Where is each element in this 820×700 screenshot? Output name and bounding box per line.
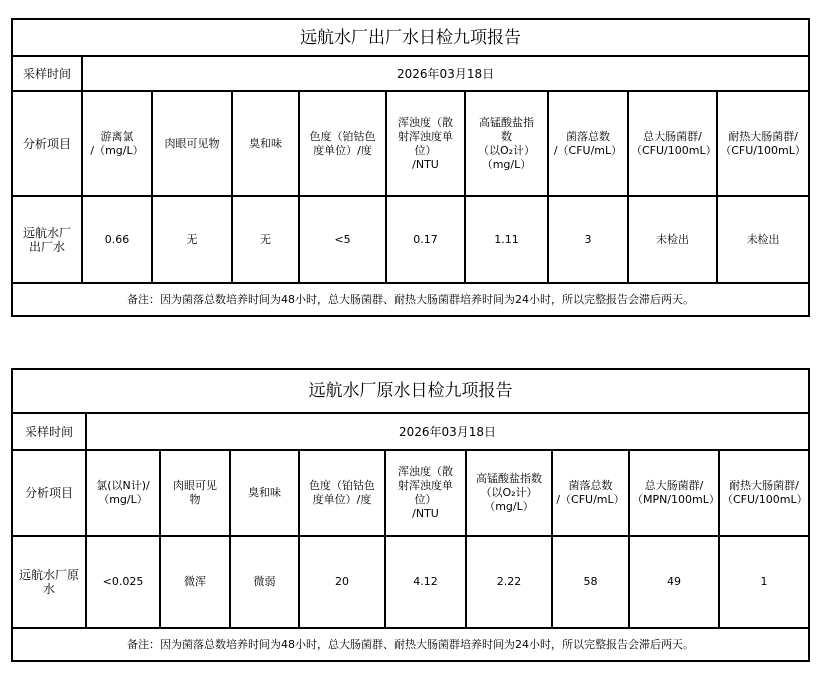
analysis-item-label: 分析项目 bbox=[12, 91, 82, 196]
value-cell: 4.12 bbox=[385, 536, 466, 628]
column-header bbox=[548, 91, 628, 196]
header-line: 位） bbox=[414, 143, 437, 157]
footnote: 备注：因为菌落总数培养时间为48小时，总大肠菌群、耐热大肠菌群培养时间为24小时，所以完整报告会滞后两天。 bbox=[12, 628, 809, 661]
column-header bbox=[719, 450, 809, 536]
header-line: 高锰酸盐指 bbox=[479, 115, 534, 129]
value-cell: <0.025 bbox=[86, 536, 160, 628]
sample-name bbox=[12, 196, 82, 283]
value-cell: 0.17 bbox=[386, 196, 465, 283]
value-cell: 1 bbox=[719, 536, 809, 628]
header-line: 射浑浊度单 bbox=[398, 129, 453, 143]
header-line: 氯(以N计)/ bbox=[96, 479, 150, 492]
value-cell: 20 bbox=[299, 536, 385, 628]
header-line: 物 bbox=[189, 493, 201, 506]
column-header bbox=[466, 450, 552, 536]
sample-name bbox=[12, 536, 86, 628]
header-row bbox=[12, 91, 809, 196]
report-title: 远航水厂出厂水日检九项报告 bbox=[12, 19, 809, 56]
value-cell: 微弱 bbox=[230, 536, 299, 628]
value-cell: 0.66 bbox=[82, 196, 152, 283]
sample-name-line: 远航水厂 bbox=[22, 225, 71, 240]
column-header bbox=[552, 450, 629, 536]
report-title: 远航水厂原水日检九项报告 bbox=[12, 369, 809, 413]
header-line: 游离氯 bbox=[100, 129, 134, 143]
raw-water-report-table bbox=[11, 368, 810, 662]
column-header bbox=[82, 91, 152, 196]
header-line: 数 bbox=[501, 129, 512, 143]
sample-name-line: 出厂水 bbox=[28, 239, 65, 254]
header-line: 肉眼可见 bbox=[173, 479, 217, 492]
header-line: 耐热大肠菌群/ bbox=[729, 479, 799, 492]
value-cell: 2.22 bbox=[466, 536, 552, 628]
value-cell: 无 bbox=[152, 196, 232, 283]
footnote: 备注：因为菌落总数培养时间为48小时，总大肠菌群、耐热大肠菌群培养时间为24小时，所以完整报告会滞后两天。 bbox=[12, 283, 809, 316]
header-line: 臭和味 bbox=[249, 136, 282, 150]
header-line: 臭和味 bbox=[248, 486, 281, 499]
header-line: （mg/L） bbox=[98, 493, 148, 506]
header-line: 浑浊度（散 bbox=[398, 465, 453, 478]
header-line: 色度（铂钴色 bbox=[309, 479, 375, 492]
header-line: （CFU/100mL） bbox=[720, 143, 806, 157]
header-line: 耐热大肠菌群/ bbox=[728, 129, 798, 143]
table-row bbox=[12, 196, 809, 283]
sampling-time-label: 采样时间 bbox=[12, 413, 86, 450]
header-line: 射浑浊度单 bbox=[398, 479, 453, 492]
value-cell: <5 bbox=[299, 196, 386, 283]
column-header bbox=[385, 450, 466, 536]
header-line: （以O₂计） bbox=[477, 143, 536, 157]
header-line: 菌落总数 bbox=[566, 129, 610, 143]
header-line: /（mg/L） bbox=[90, 143, 144, 157]
sampling-date: 2026年03月18日 bbox=[86, 413, 809, 450]
header-line: 色度（铂钴色 bbox=[309, 129, 376, 143]
value-cell: 微浑 bbox=[160, 536, 230, 628]
header-line: /NTU bbox=[412, 157, 439, 171]
value-cell: 未检出 bbox=[628, 196, 717, 283]
header-line: 高锰酸盐指数 bbox=[476, 472, 542, 485]
header-line: （CFU/100mL） bbox=[722, 493, 808, 506]
value-cell: 49 bbox=[629, 536, 719, 628]
header-line: 肉眼可见物 bbox=[164, 136, 220, 150]
sample-name-line: 远航水厂原 bbox=[18, 568, 79, 582]
column-header bbox=[717, 91, 809, 196]
column-header bbox=[160, 450, 230, 536]
header-line: 度单位）/度 bbox=[313, 143, 372, 157]
column-header bbox=[629, 450, 719, 536]
column-header bbox=[628, 91, 717, 196]
finished-water-report-table bbox=[11, 18, 810, 317]
header-line: 位） bbox=[414, 493, 437, 506]
header-line: 总大肠菌群/ bbox=[644, 479, 704, 492]
column-header bbox=[299, 91, 386, 196]
column-header bbox=[86, 450, 160, 536]
header-line: 菌落总数 bbox=[568, 479, 613, 492]
header-line: 总大肠菌群/ bbox=[643, 129, 702, 143]
value-cell: 1.11 bbox=[465, 196, 548, 283]
column-header bbox=[230, 450, 299, 536]
column-header bbox=[465, 91, 548, 196]
header-line: （以O₂计） bbox=[480, 486, 538, 499]
header-line: /（CFU/mL） bbox=[553, 143, 623, 157]
header-line: /NTU bbox=[412, 507, 439, 520]
value-cell: 未检出 bbox=[717, 196, 809, 283]
value-cell: 3 bbox=[548, 196, 628, 283]
column-header bbox=[232, 91, 299, 196]
column-header bbox=[386, 91, 465, 196]
column-header bbox=[299, 450, 385, 536]
header-line: （mg/L） bbox=[481, 157, 532, 171]
sampling-date: 2026年03月18日 bbox=[82, 56, 809, 91]
header-line: （mg/L） bbox=[484, 500, 534, 513]
header-line: 度单位）/度 bbox=[312, 493, 372, 506]
value-cell: 58 bbox=[552, 536, 629, 628]
column-header bbox=[152, 91, 232, 196]
table-row bbox=[12, 536, 809, 628]
header-line: （MPN/100mL） bbox=[632, 493, 720, 506]
value-cell: 无 bbox=[232, 196, 299, 283]
analysis-item-label: 分析项目 bbox=[12, 450, 86, 536]
header-line: （CFU/100mL） bbox=[631, 143, 717, 157]
header-row bbox=[12, 450, 809, 536]
header-line: /（CFU/mL） bbox=[556, 493, 625, 506]
sampling-time-label: 采样时间 bbox=[12, 56, 82, 91]
sample-name-line: 水 bbox=[42, 582, 55, 596]
header-line: 浑浊度（散 bbox=[398, 115, 453, 129]
